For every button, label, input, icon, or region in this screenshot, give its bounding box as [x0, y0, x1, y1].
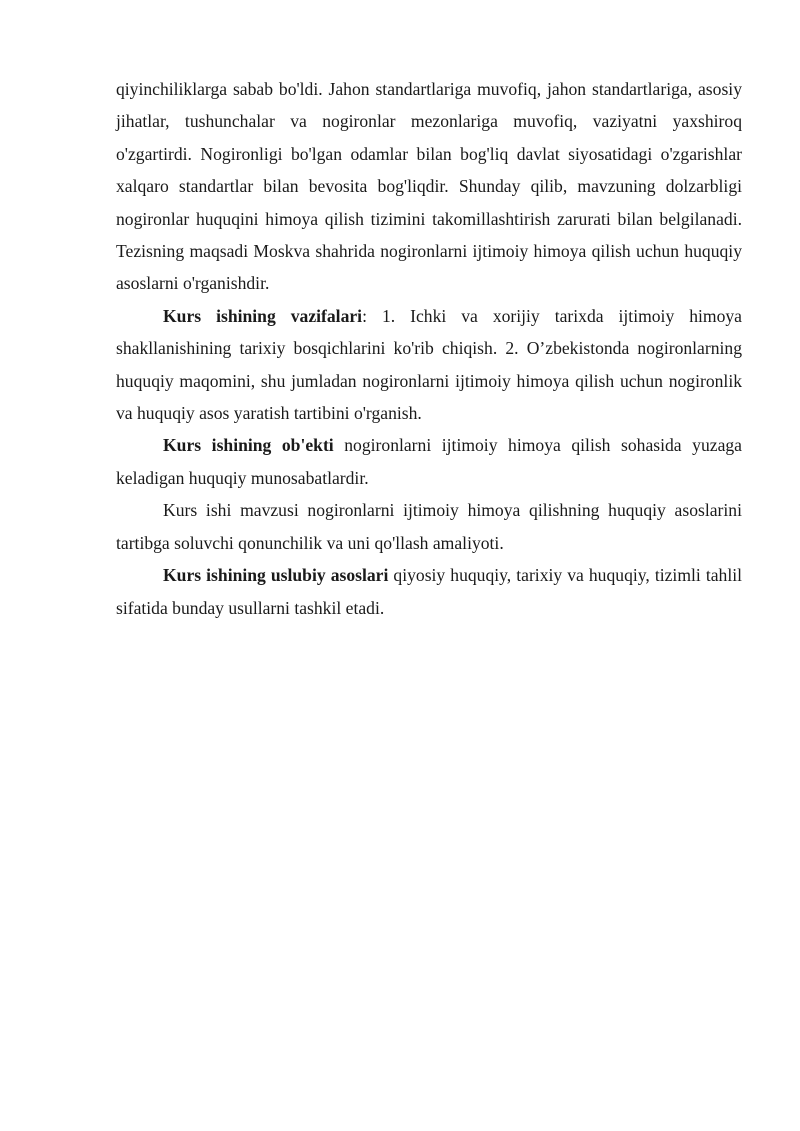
methods-heading: Kurs ishining uslubiy asoslari	[163, 565, 389, 586]
paragraph-object	[116, 429, 742, 494]
paragraph-methods	[116, 559, 742, 624]
subject-text: Kurs ishi mavzusi nogironlarni ijtimoiy himoya qilishning huquqiy asoslarini tartibga soluvchi qonunchilik va uni qo'llash amaliyoti.	[116, 500, 742, 553]
paragraph-intro	[116, 73, 742, 300]
document-body	[116, 73, 742, 624]
object-heading: Kurs ishining ob'ekti	[163, 435, 334, 456]
methods-text: qiyosiy huquqiy, tarixiy va huquqiy, tizimli tahlil sifatida bunday usullarni tashkil etadi.	[116, 565, 742, 618]
object-text: nogironlarni ijtimoiy himoya qilish sohasida yuzaga keladigan huquqiy munosabatlardir.	[116, 435, 742, 488]
paragraph-subject	[116, 494, 742, 559]
tasks-text: : 1. Ichki va xorijiy tarixda ijtimoiy himoya shakllanishining tarixiy bosqichlarini ko'rib chiqish. 2. O’zbekistonda nogironlarning huquqiy maqomini, shu jumladan nogironlarni ijtimoiy himoya qilish uchun nogironlik va huquqiy asos yaratish tartibini o'rganish.	[116, 305, 742, 424]
paragraph-tasks	[116, 300, 742, 430]
paragraph-intro-text: qiyinchiliklarga sabab bo'ldi. Jahon standartlariga muvofiq, jahon standartlariga, asosiy jihatlar, tushunchalar va nogironlar mezonlariga muvofiq, vaziyatni yaxshiroq o'zgartirdi. Nogironligi bo'lgan odamlar bilan bog'liq davlat siyosatidagi o'zgarishlar xalqaro standartlar bilan bevosita bog'liqdir. Shunday qilib, mavzuning dolzarbligi nogironlar huquqini himoya qilish tizimini takomillashtirish zarurati bilan belgilanadi. Tezisning maqsadi Moskva shahrida nogironlarni ijtimoiy himoya qilish uchun huquqiy asoslarni o'rganishdir.	[116, 79, 742, 294]
tasks-heading: Kurs ishining vazifalari	[163, 305, 363, 326]
